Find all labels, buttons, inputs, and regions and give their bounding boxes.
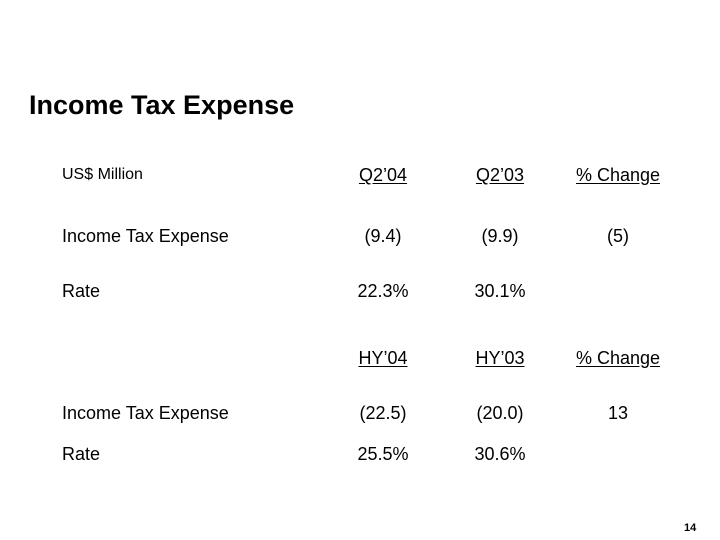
table-cell: 22.3% bbox=[357, 281, 409, 301]
column-header-half-year-change: % Change bbox=[575, 348, 661, 368]
column-header-q2-04: Q2’04 bbox=[358, 165, 408, 185]
column-header-hy-03: HY’03 bbox=[475, 348, 525, 368]
table-cell: (9.9) bbox=[481, 226, 519, 246]
table-cell: 30.1% bbox=[474, 281, 526, 301]
row-label: Rate bbox=[62, 444, 101, 464]
column-header-quarter-change: % Change bbox=[575, 165, 661, 185]
unit-label: US$ Million bbox=[62, 166, 143, 183]
column-header-hy-04: HY’04 bbox=[358, 348, 408, 368]
table-cell: 13 bbox=[607, 403, 629, 423]
table-cell: 30.6% bbox=[474, 444, 526, 464]
table-cell: (9.4) bbox=[364, 226, 402, 246]
row-label: Income Tax Expense bbox=[62, 403, 229, 423]
row-label: Rate bbox=[62, 281, 101, 301]
row-label: Income Tax Expense bbox=[62, 226, 229, 246]
slide-title: Income Tax Expense bbox=[29, 90, 295, 120]
column-header-q2-03: Q2’03 bbox=[475, 165, 525, 185]
page-number: 14 bbox=[684, 522, 697, 534]
table-cell: (22.5) bbox=[359, 403, 407, 423]
table-cell: (20.0) bbox=[476, 403, 524, 423]
table-cell: 25.5% bbox=[357, 444, 409, 464]
table-cell: (5) bbox=[607, 226, 629, 246]
